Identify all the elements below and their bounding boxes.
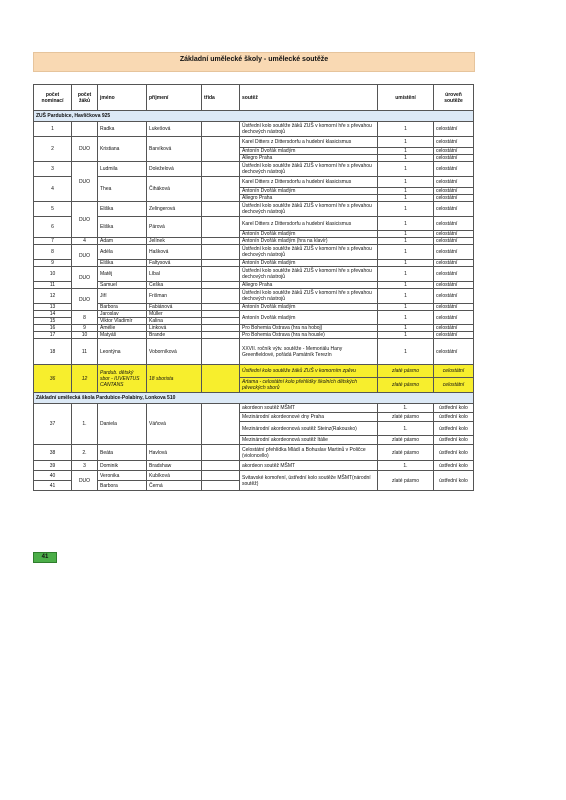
cell: Mezinárodní akordeonová soutěž Itálie [240,436,378,445]
cell: celostátní [434,267,474,282]
table-row [34,339,474,365]
cell: 1. [378,461,434,471]
cell: Jelínek [147,238,202,245]
cell: zlaté pásmo [378,436,434,445]
cell [202,202,240,217]
cell: Antonín Dvořák mladým [240,311,378,325]
cell: Linková [147,325,202,332]
cell: 13 [34,304,72,311]
cell: Radka [98,122,147,137]
cell: celostátní [434,231,474,238]
cell: akordeon soutěž MŠMT [240,461,378,471]
cell: Frišman [147,289,202,304]
col-header-prijmeni: příjmení [147,85,202,111]
cell: 1 [378,325,434,332]
cell: 39 [34,461,72,471]
cell: Eliška [98,260,147,267]
cell: Antonín Dvořák mladým [240,148,378,155]
cell: Češka [147,282,202,289]
cell [202,282,240,289]
col-header-soutez: soutěž [240,85,378,111]
cell: 1 [378,311,434,325]
cell: Pro Bohemia Ostrava (hra na hoboj) [240,325,378,332]
cell: ústřední kolo [434,404,474,413]
cell: DUO [72,289,98,311]
cell: Mezinárodní akordeonové dny Praha [240,413,378,422]
cell: Viktor Vladimír [98,318,147,325]
cell: Faltysová [147,260,202,267]
cell [202,318,240,325]
cell: Černá [147,481,202,491]
cell: celostátní [434,245,474,260]
cell: 1. [378,422,434,436]
table-row [34,471,474,481]
cell: Havlová [147,445,202,461]
cell: Eliška [98,217,147,238]
cell: Amélie [98,325,147,332]
cell: Doleželová [147,162,202,177]
cell: Allegro Praha [240,282,378,289]
cell: celostátní [434,155,474,162]
cell: celostátní [434,289,474,304]
cell: celostátní [434,325,474,332]
cell [72,122,98,137]
cell: 1 [378,148,434,155]
cell: Antonín Dvořák mladým [240,260,378,267]
cell: Antonín Dvořák mladým [240,231,378,238]
table-row [34,238,474,245]
cell: Fabiánová [147,304,202,311]
cell: Lukešová [147,122,202,137]
cell: 8 [72,311,98,325]
cell: Daniela [98,404,147,445]
cell: Celostátní přehlídka Mládí a Bohuslav Martinů v Poličce (violoncello) [240,445,378,461]
cell: Pardub. dětský sbor - IUVENTUS CANTANS [98,365,147,393]
cell: 4 [72,238,98,245]
cell: 40 [34,471,72,481]
cell: Ústřední kolo soutěže žáků ZUŠ v komorním zpěvu [240,365,378,378]
page-title: Základní umělecké školy - umělecké soutěže [179,56,329,63]
cell: 37 [34,404,72,445]
cell: 16 [34,325,72,332]
cell [202,325,240,332]
cell: DUO [72,471,98,491]
table-row [34,404,474,413]
cell: 38 [34,445,72,461]
cell: Thea [98,177,147,202]
cell: 9 [34,260,72,267]
cell: 10 [34,267,72,282]
table-row [34,162,474,177]
cell [202,260,240,267]
cell: Matyáš [98,332,147,339]
cell [202,245,240,260]
cell: ústřední kolo [434,422,474,436]
cell: 1. [72,404,98,445]
cell: celostátní [434,304,474,311]
cell [202,404,240,445]
cell: ústřední kolo [434,436,474,445]
section-row [34,111,474,122]
cell: DUO [72,202,98,238]
cell: 6 [34,217,72,238]
cell: Beáta [98,445,147,461]
cell: Ústřední kolo soutěže žáků ZUŠ v komorní hře s převahou dechových nástrojů [240,202,378,217]
cell: Ludmila [98,162,147,177]
cell: Brande [147,332,202,339]
cell: Artama - celostátní kolo přehlídky školních dětských pěveckých sborů [240,378,378,393]
table-row [34,461,474,471]
cell: celostátní [434,202,474,217]
cell: 1 [378,195,434,202]
cell: Karel Ditters z Dittersdorfu a hudební klasicismus [240,177,378,188]
title-band [33,52,475,72]
cell: celostátní [434,378,474,393]
competition-table [33,84,474,491]
col-header-uroven: úroveň soutěže [434,85,474,111]
cell: akordeon soutěž MŠMT [240,404,378,413]
cell: Párová [147,217,202,238]
cell: Bradshaw [147,461,202,471]
cell: XXVII. ročník výtv. soutěže - Memoriálu Hany Greenfieldové, pořádá Památník Terezín [240,339,378,365]
cell: 41 [34,481,72,491]
cell: 1 [378,267,434,282]
col-header-zaci: počet žáků [72,85,98,111]
cell [202,162,240,177]
cell: celostátní [434,188,474,195]
cell: 11 [72,339,98,365]
cell: celostátní [434,177,474,188]
cell: Karel Ditters z Dittersdorfu a hudební klasicismus [240,217,378,231]
cell: Hašková [147,245,202,260]
section-row [34,393,474,404]
cell: celostátní [434,162,474,177]
table-row [34,202,474,217]
section-title: Základní umělecká škola Pardubice-Polabiny, Lonkova 510 [34,393,474,404]
cell [202,137,240,162]
table-row [34,304,474,311]
cell: DUO [72,162,98,202]
cell: Ústřední kolo soutěže žáků ZUŠ v komorní hře s převahou dechových nástrojů [240,245,378,260]
cell: Voborníková [147,339,202,365]
cell [202,445,240,461]
cell [202,217,240,238]
cell: 11 [34,282,72,289]
cell: Müller [147,311,202,318]
cell: 2. [72,445,98,461]
cell: Allegro Praha [240,155,378,162]
cell: Váňová [147,404,202,445]
cell: 18 sborista [147,365,202,393]
cell [202,304,240,311]
cell [202,177,240,202]
cell: Barbora [98,304,147,311]
cell: Antonín Dvořák mladým [240,188,378,195]
cell [202,332,240,339]
cell: zlaté pásmo [378,365,434,378]
cell: Kristiana [98,137,147,162]
cell: 1 [378,122,434,137]
cell: 2 [34,137,72,162]
cell: celostátní [434,195,474,202]
table-row [34,332,474,339]
table-row [34,260,474,267]
cell: Ústřední kolo soutěže žáků ZUŠ v komorní hře s převahou dechových nástrojů [240,162,378,177]
cell: 14 [34,311,72,318]
cell: celostátní [434,339,474,365]
cell: Čiháková [147,177,202,202]
cell: Ústřední kolo soutěže žáků ZUŠ v komorní hře s převahou dechových nástrojů [240,289,378,304]
cell: 1 [378,289,434,304]
total-count: 41 [33,552,57,563]
cell: Jiří [98,289,147,304]
cell: 1 [378,282,434,289]
cell: 1 [378,231,434,238]
cell: Veronika [98,471,147,481]
cell: celostátní [434,365,474,378]
cell [202,365,240,393]
cell: 1 [378,202,434,217]
cell: Dominik [98,461,147,471]
cell: 3 [72,461,98,471]
table-row [34,137,474,148]
cell: ústřední kolo [434,461,474,471]
cell: celostátní [434,122,474,137]
cell: 15 [34,318,72,325]
cell: 10 [72,332,98,339]
cell: celostátní [434,148,474,155]
cell: ústřední kolo [434,471,474,491]
cell: 17 [34,332,72,339]
cell: ústřední kolo [434,413,474,422]
cell: Jaroslav [98,311,147,318]
cell: ústřední kolo [434,445,474,461]
cell: DUO [72,245,98,267]
cell: 1 [378,245,434,260]
cell: 5 [34,202,72,217]
cell: 1 [378,304,434,311]
cell: 1 [378,137,434,148]
cell: Barvíková [147,137,202,162]
cell: Kalina [147,318,202,325]
section-title: ZUŠ Pardubice, Havlíčkova 925 [34,111,474,122]
cell [202,267,240,282]
cell: Kubíková [147,471,202,481]
cell: celostátní [434,332,474,339]
cell: Adam [98,238,147,245]
cell [202,289,240,304]
cell: Ústřední kolo soutěže žáků ZUŠ v komorní hře s převahou dechových nástrojů [240,122,378,137]
cell: zlaté pásmo [378,471,434,491]
table-row [34,365,474,378]
cell: Antonín Dvořák mladým (hra na klavír) [240,238,378,245]
cell: 1 [378,217,434,231]
cell: Allegro Praha [240,195,378,202]
cell: Matěj [98,267,147,282]
cell: celostátní [434,311,474,325]
col-header-trida: třída [202,85,240,111]
cell: Barbora [98,481,147,491]
cell: Líbal [147,267,202,282]
cell: 1 [34,122,72,137]
cell: Svitavské komoření, ústřední kolo soutěže MŠMT(národní soutěž) [240,471,378,491]
cell [202,481,240,491]
table-row [34,289,474,304]
cell: 9 [72,325,98,332]
table-row [34,325,474,332]
cell: 12 [34,289,72,304]
cell: Adéla [98,245,147,260]
cell: Eliška [98,202,147,217]
table-row [34,267,474,282]
cell: 1 [378,332,434,339]
col-header-jmeno: jméno [98,85,147,111]
cell: zlaté pásmo [378,413,434,422]
cell [202,461,240,471]
table-row [34,245,474,260]
table-row [34,282,474,289]
col-header-nominace: počet nominací [34,85,72,111]
cell: Ústřední kolo soutěže žáků ZUŠ v komorní hře s převahou dechových nástrojů [240,267,378,282]
cell: zlaté pásmo [378,445,434,461]
table-row [34,177,474,188]
cell [202,339,240,365]
cell: 1 [378,162,434,177]
cell: 18 [34,339,72,365]
cell: DUO [72,137,98,162]
cell: Zelingerová [147,202,202,217]
cell: 1 [378,188,434,195]
cell: 1 [378,260,434,267]
table-row [34,445,474,461]
cell: Leontýna [98,339,147,365]
cell: celostátní [434,282,474,289]
cell: 1 [378,177,434,188]
cell: 36 [34,365,72,393]
table-row [34,122,474,137]
cell: DUO [72,267,98,289]
cell: Pro Bohemia Ostrava (hra na housle) [240,332,378,339]
cell: 7 [34,238,72,245]
cell: celostátní [434,238,474,245]
cell: 1. [378,404,434,413]
cell: 4 [34,177,72,202]
cell: Karel Ditters z Dittersdorfu a hudební klasicismus [240,137,378,148]
cell [202,471,240,481]
col-header-umisteni: umístění [378,85,434,111]
cell: Samuel [98,282,147,289]
cell [202,311,240,318]
header-row [34,85,474,111]
cell: celostátní [434,217,474,231]
cell: Antonín Dvořák mladým [240,304,378,311]
cell [202,122,240,137]
cell [202,238,240,245]
cell: Mezinárodní akordeonová soutěž Steinz(Rakousko) [240,422,378,436]
cell: celostátní [434,260,474,267]
cell: 1 [378,339,434,365]
table-row [34,311,474,318]
cell: 3 [34,162,72,177]
cell: 1 [378,238,434,245]
cell: celostátní [434,137,474,148]
cell: zlaté pásmo [378,378,434,393]
cell: 1 [378,155,434,162]
cell: 8 [34,245,72,260]
cell: 12 [72,365,98,393]
table-row [34,217,474,231]
